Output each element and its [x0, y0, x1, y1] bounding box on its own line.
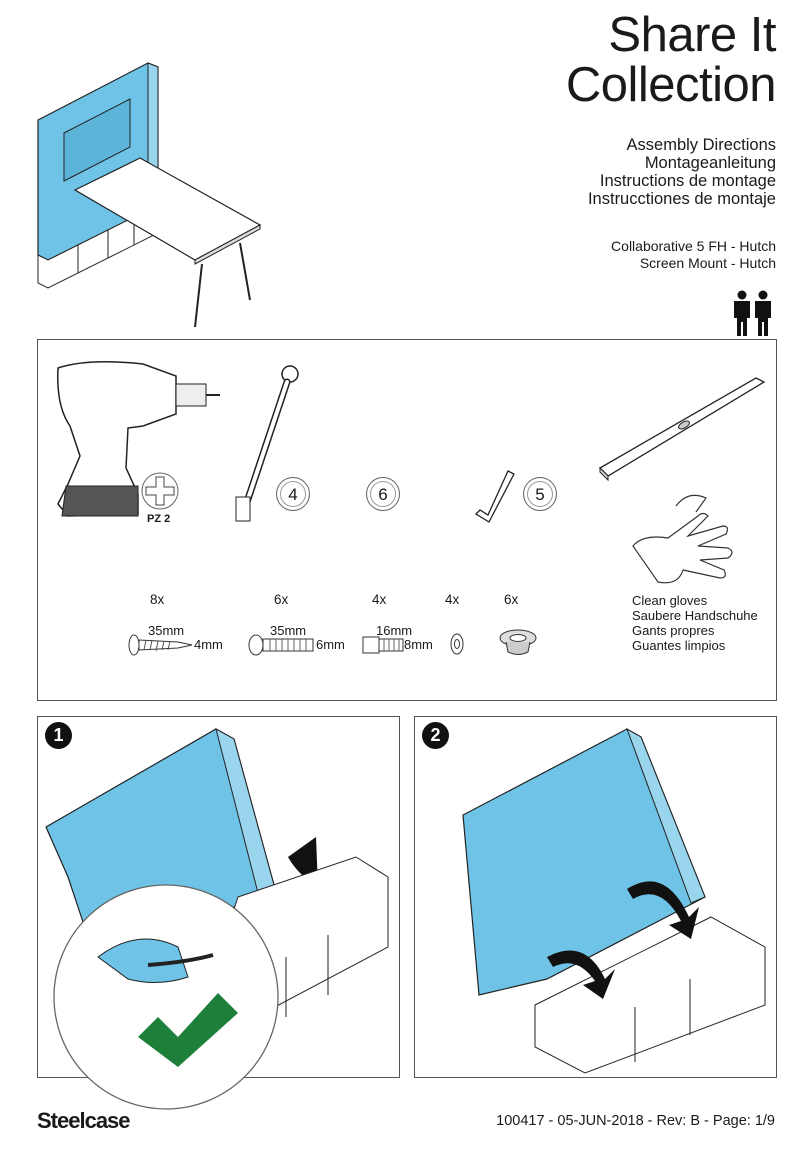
- socket-size-5: 5: [523, 477, 557, 511]
- two-persons-icon: [732, 290, 774, 338]
- subtitle-es: Instrucctiones de montaje: [587, 190, 776, 208]
- part-2-diameter: 6mm: [316, 637, 345, 652]
- part-1-diameter: 4mm: [194, 637, 223, 652]
- part-4-qty: 4x: [445, 592, 460, 607]
- screwdriver-bit-label: PZ 2: [147, 513, 171, 525]
- washer-icon: [449, 633, 465, 655]
- level-icon: [596, 372, 766, 482]
- step-1-number: 1: [45, 722, 72, 749]
- part-3-diameter: 8mm: [404, 637, 433, 652]
- subtitle-en: Assembly Directions: [626, 136, 776, 154]
- footer-doc-info: 100417 - 05-JUN-2018 - Rev: B - Page: 1/9: [496, 1113, 775, 1129]
- document-title: [566, 10, 776, 110]
- brand-logo: Steelcase: [37, 1108, 130, 1133]
- part-3-length: 16mm: [376, 623, 413, 638]
- part-3-qty: 4x: [372, 592, 387, 607]
- gloves-en: Clean gloves: [632, 593, 708, 608]
- product-2: Screen Mount - Hutch: [639, 255, 776, 271]
- gloves-es: Guantes limpios: [632, 638, 726, 653]
- title-line-1: Share It: [608, 8, 776, 62]
- title-line-2: Collection: [565, 58, 776, 112]
- language-subtitles: [588, 136, 776, 208]
- step-2-number: 2: [422, 722, 449, 749]
- socket-size-4: 4: [276, 477, 310, 511]
- gloves-de: Saubere Handschuhe: [632, 608, 758, 623]
- part-1-length: 35mm: [148, 623, 185, 638]
- phillips-icon: [140, 471, 180, 511]
- product-names: [611, 238, 776, 272]
- gloves-fr: Gants propres: [632, 623, 715, 638]
- glove-hand-icon: [628, 486, 746, 598]
- step-2-illustration: [415, 717, 776, 1077]
- subtitle-fr: Instructions de montage: [599, 172, 776, 190]
- gloves-caption: [632, 593, 758, 653]
- part-5-qty: 6x: [504, 592, 519, 607]
- socket-size-6: 6: [366, 477, 400, 511]
- step-1-illustration: [38, 717, 399, 1077]
- product-1: Collaborative 5 FH - Hutch: [611, 238, 776, 254]
- allen-key-icon: [472, 468, 517, 528]
- part-2-qty: 6x: [274, 592, 289, 607]
- drill-icon: [48, 356, 223, 524]
- part-1-qty: 8x: [150, 592, 165, 607]
- subtitle-de: Montageanleitung: [644, 154, 776, 172]
- part-2-length: 35mm: [270, 623, 307, 638]
- hutch-desk-illustration: [30, 55, 270, 335]
- grommet-icon: [498, 628, 538, 658]
